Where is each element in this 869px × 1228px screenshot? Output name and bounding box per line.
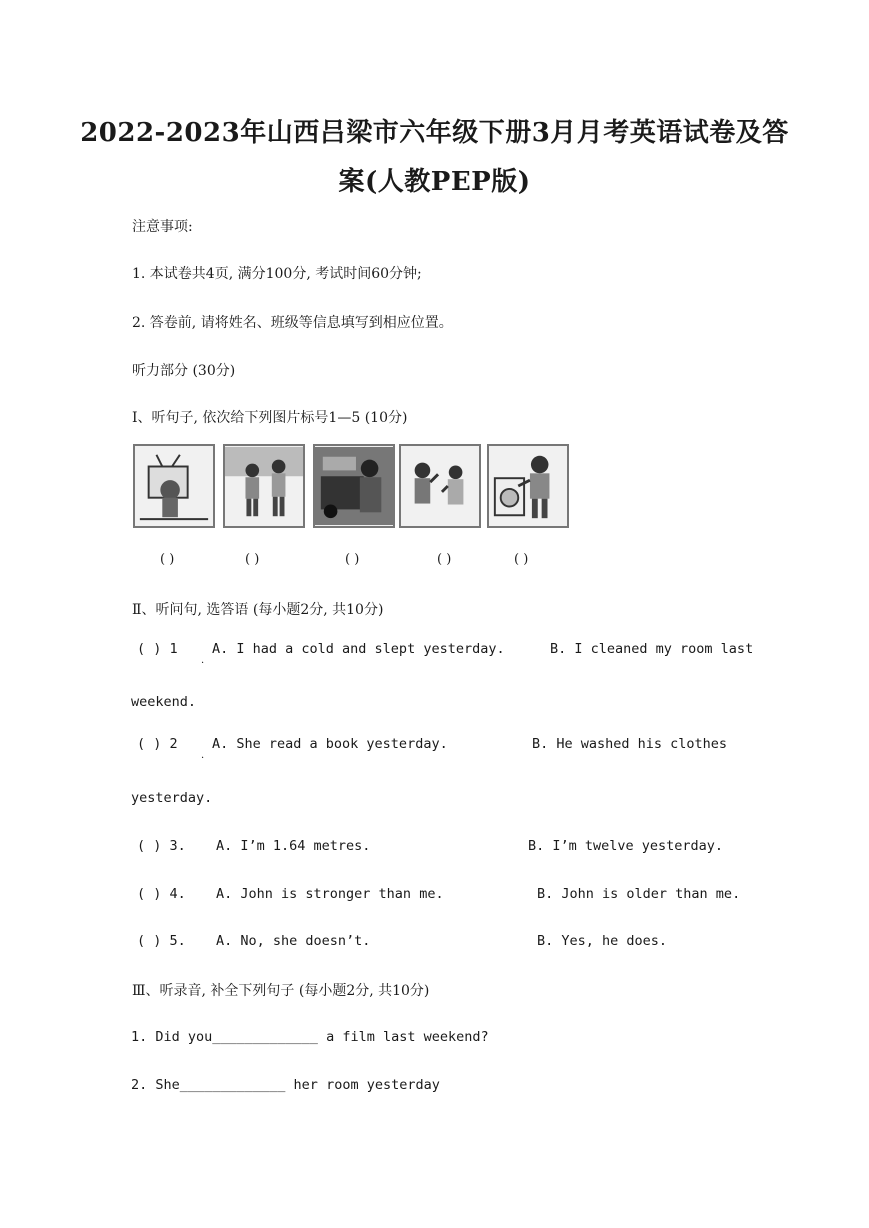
car-repair-picture — [313, 444, 395, 528]
notes-item-1: 1. 本试卷共4页, 满分100分, 考试时间60分钟; — [132, 266, 422, 282]
question-3-prefix[interactable]: ( ) 3. — [137, 838, 186, 854]
tv-picture — [133, 444, 215, 528]
picture-blank-2[interactable]: ( ) — [245, 552, 260, 567]
boy-washing-machine-picture — [487, 444, 569, 528]
question-4-option-b: B. John is older than me. — [537, 886, 741, 902]
section-1-title: Ⅰ、听句子, 依次给下列图片标号1—5 (10分) — [132, 410, 408, 426]
notes-heading: 注意事项: — [132, 219, 193, 235]
question-1-continuation: weekend. — [131, 694, 197, 710]
document-title-line-1: 2022-2023年山西吕梁市六年级下册3月月考英语试卷及答 — [80, 118, 789, 148]
section-2-title: Ⅱ、听问句, 选答语 (每小题2分, 共10分) — [132, 602, 384, 618]
question-1-option-b: B. I cleaned my room last — [550, 641, 754, 657]
picture-blank-5[interactable]: ( ) — [514, 552, 529, 567]
question-2-option-a: A. She read a book yesterday. — [212, 736, 448, 752]
question-1-dot: · — [201, 658, 205, 669]
question-2-option-b: B. He washed his clothes — [532, 736, 728, 752]
picture-blank-3[interactable]: ( ) — [345, 552, 360, 567]
section-3-title: Ⅲ、听录音, 补全下列句子 (每小题2分, 共10分) — [132, 983, 430, 999]
question-2-dot: · — [201, 753, 205, 764]
question-4-prefix[interactable]: ( ) 4. — [137, 886, 186, 902]
question-5-prefix[interactable]: ( ) 5. — [137, 933, 186, 949]
listening-heading: 听力部分 (30分) — [132, 363, 236, 379]
question-5-option-b: B. Yes, he does. — [537, 933, 668, 949]
picture-blank-4[interactable]: ( ) — [437, 552, 452, 567]
question-5-option-a: A. No, she doesn’t. — [216, 933, 371, 949]
question-1-option-a: A. I had a cold and slept yesterday. — [212, 641, 505, 657]
picture-blank-1[interactable]: ( ) — [160, 552, 175, 567]
question-3-option-a: A. I’m 1.64 metres. — [216, 838, 371, 854]
question-2-continuation: yesterday. — [131, 790, 213, 806]
question-4-option-a: A. John is stronger than me. — [216, 886, 444, 902]
document-title-line-2: 案(人教PEP版) — [338, 167, 531, 197]
fill-in-item-2[interactable]: 2. She_____________ her room yesterday — [131, 1077, 440, 1093]
two-kids-outdoor-picture — [223, 444, 305, 528]
question-1-prefix[interactable]: ( ) 1 — [137, 641, 178, 657]
notes-item-2: 2. 答卷前, 请将姓名、班级等信息填写到相应位置。 — [132, 315, 453, 331]
two-kids-talking-picture — [399, 444, 481, 528]
fill-in-item-1[interactable]: 1. Did you_____________ a film last weekend? — [131, 1029, 489, 1045]
question-3-option-b: B. I’m twelve yesterday. — [528, 838, 724, 854]
question-2-prefix[interactable]: ( ) 2 — [137, 736, 178, 752]
